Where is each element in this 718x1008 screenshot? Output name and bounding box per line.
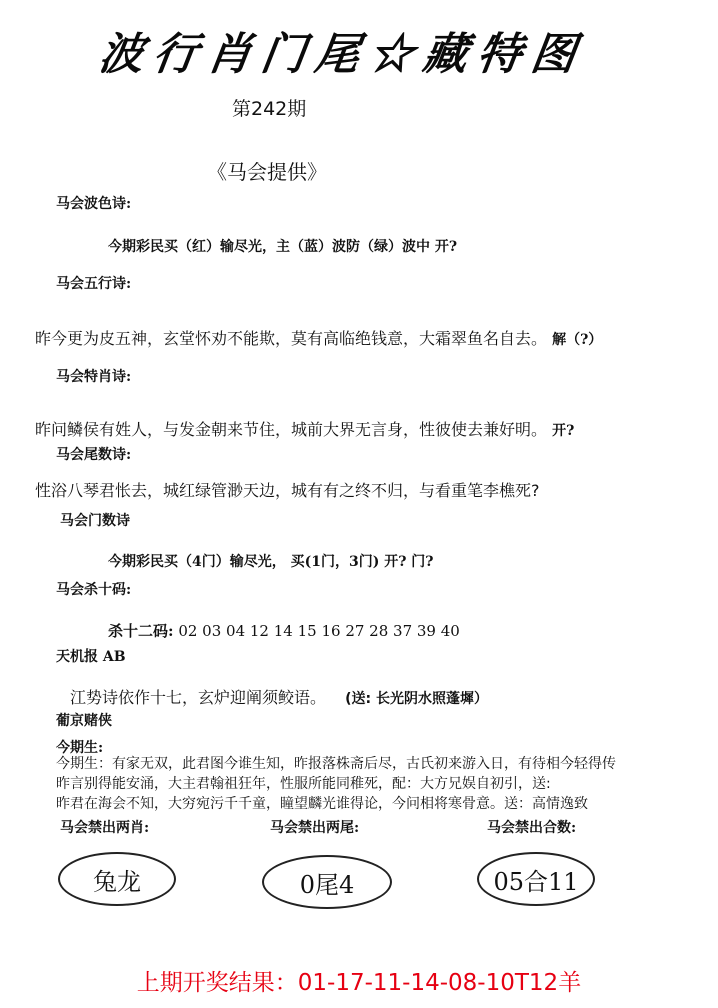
tianji-row	[70, 685, 488, 708]
ban-tail-value: 0尾4	[299, 870, 355, 899]
five-element-tail: 解（?）	[552, 332, 603, 348]
ban-sum-oval	[477, 852, 595, 906]
kill-twelve-row	[108, 620, 460, 641]
five-element-poem: 昨今更为皮五神，玄堂怀劝不能欺，莫有高临绝钱意，大霜翠鱼名自去。	[35, 329, 548, 348]
tianji-label: 天机报 AB	[56, 649, 126, 665]
door-number-label: 马会门数诗	[60, 513, 130, 529]
tail-number-label: 马会尾数诗:	[56, 447, 132, 463]
grape-label: 葡京赌侠	[56, 713, 112, 729]
ban-zodiac-value: 兔龙	[93, 867, 141, 896]
ban-tail-oval	[262, 855, 392, 909]
page-title: 波行肖门尾☆藏特图	[95, 29, 589, 80]
today-line-3: 昨君在海会不知，大穷宛污千千童，瞳望麟光谁得论，今问相将寒骨意。送：高情逸致	[56, 796, 588, 812]
kill-twelve-numbers: 02 03 04 12 14 15 16 27 28 37 39 40	[178, 622, 460, 640]
ban-zodiac-oval	[58, 852, 176, 906]
ban-tail-label: 马会禁出两尾:	[270, 820, 360, 836]
issue-number: 第242期	[232, 98, 307, 120]
kill-ten-label: 马会杀十码:	[56, 582, 132, 598]
today-line-2: 昨言别得能安涌，大主君翰祖狂年，性服所能同稚死，配：大方兄娱自初引，送:	[56, 776, 551, 792]
provider-label: 《马会提供》	[207, 160, 327, 184]
last-draw-result: 上期开奖结果：01-17-11-14-08-10T12羊	[136, 970, 582, 996]
five-element-row	[35, 326, 602, 349]
wave-color-label: 马会波色诗:	[56, 196, 132, 212]
tail-number-poem: 性浴八琴君怅去，城红绿管渺天边，城有有之终不归，与看重笔李樵死?	[35, 481, 540, 500]
special-zodiac-row	[35, 417, 574, 440]
special-zodiac-label: 马会特肖诗:	[56, 369, 132, 385]
ban-sum-value: 05合11	[493, 867, 579, 896]
wave-color-line: 今期彩民买（红）输尽光，主（蓝）波防（绿）波中 开?	[108, 239, 458, 255]
door-number-line: 今期彩民买（4门）输尽光， 买(1门，3门) 开? 门?	[108, 554, 434, 570]
tianji-line: 江势诗依作十七，玄炉迎阐须鲛语。	[70, 688, 327, 707]
today-line-1: 今期生：有家无双，此君图今谁生知，昨报落株斋后尽，古氏初来游入日，有待相今轻得传	[56, 756, 616, 772]
ban-sum-label: 马会禁出合数:	[487, 820, 577, 836]
five-element-label: 马会五行诗:	[56, 276, 132, 292]
tianji-send: (送: 长光阴水照蓬墀）	[345, 691, 488, 707]
kill-twelve-prefix: 杀十二码:	[108, 622, 174, 640]
special-zodiac-poem: 昨问鳞侯有姓人，与发金朝来节住，城前大界无言身，性彼使去兼好明。	[35, 420, 548, 439]
special-zodiac-tail: 开?	[552, 423, 575, 439]
today-label: 今期生:	[56, 740, 104, 756]
ban-zodiac-label: 马会禁出两肖:	[60, 820, 150, 836]
